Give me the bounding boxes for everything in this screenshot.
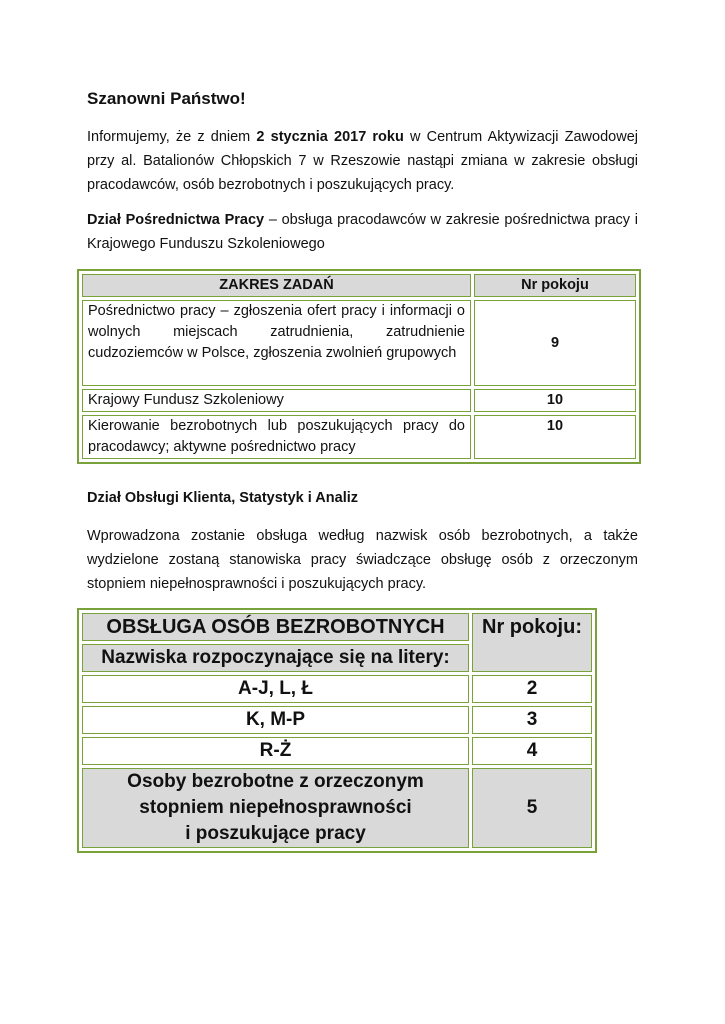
clients-table (77, 608, 597, 853)
intro-text-after: w Centrum Aktywizacji Zawodowej przy al. Batalionów Chłopskich 7 w Rzeszowie nastąpi zmiana w zakresie obsługi pracodawców, osób bezrobotnych i poszukujących pracy. (87, 129, 638, 193)
intro-paragraph (87, 125, 638, 197)
tasks-table-header-row (82, 274, 636, 297)
clients-header-subtitle: Nazwiska rozpoczynające się na litery: (82, 644, 469, 672)
greeting-heading: Szanowni Państwo! (87, 89, 246, 108)
dept2-paragraph: Wprowadzona zostanie obsługa według nazwisk osób bezrobotnych, a także wydzielone zostaną stanowiska pracy świadczące obsługę osób z orzeczonym stopniem niepełnosprawności i poszukujących pracy. (87, 528, 638, 592)
disabled-line-3: i poszukujące pracy (185, 823, 366, 844)
tasks-header-room: Nr pokoju (474, 274, 636, 297)
intro-text-before: Informujemy, że z dniem (87, 129, 257, 145)
letters-cell: R-Ż (82, 737, 469, 765)
room-cell: 2 (472, 675, 592, 703)
dept1-name: Dział Pośrednictwa Pracy (87, 212, 265, 228)
table-row (82, 737, 592, 765)
disabled-persons-row (82, 768, 592, 848)
table-row (82, 706, 592, 734)
letters-cell: A-J, L, Ł (82, 675, 469, 703)
dept2-heading: Dział Obsługi Klienta, Statystyk i Analiz (87, 490, 358, 506)
room-cell: 5 (472, 768, 592, 848)
disabled-line-2: stopniem niepełnosprawności (139, 797, 412, 818)
tasks-table (77, 269, 641, 464)
table-row (82, 415, 636, 459)
room-cell: 9 (474, 300, 636, 386)
letters-cell: K, M-P (82, 706, 469, 734)
task-cell: Kierowanie bezrobotnych lub poszukujących pracy do pracodawcy; aktywne pośrednictwo pracy (82, 415, 471, 459)
task-cell: Pośrednictwo pracy – zgłoszenia ofert pracy i informacji o wolnych miejscach zatrudnienia, zatrudnienie cudzoziemców w Polsce, zgłoszenia zwolnień grupowych (82, 300, 471, 386)
room-cell: 3 (472, 706, 592, 734)
room-cell: 4 (472, 737, 592, 765)
clients-header-title: OBSŁUGA OSÓB BEZROBOTNYCH (82, 613, 469, 641)
tasks-header-scope: ZAKRES ZADAŃ (82, 274, 471, 297)
intro-date: 2 stycznia 2017 roku (256, 129, 404, 145)
clients-header-room: Nr pokoju: (472, 613, 592, 672)
clients-header-row (82, 613, 592, 641)
table-row (82, 300, 636, 386)
disabled-persons-cell (82, 768, 469, 848)
dept1-description: – obsługa pracodawców w zakresie pośrednictwa pracy i Krajowego Funduszu Szkoleniowego (87, 212, 639, 252)
table-row (82, 389, 636, 412)
table-row (82, 675, 592, 703)
disabled-line-1: Osoby bezrobotne z orzeczonym (127, 771, 424, 792)
task-cell: Krajowy Fundusz Szkoleniowy (82, 389, 471, 412)
room-cell: 10 (474, 415, 636, 459)
dept1-paragraph (87, 208, 638, 256)
room-cell: 10 (474, 389, 636, 412)
